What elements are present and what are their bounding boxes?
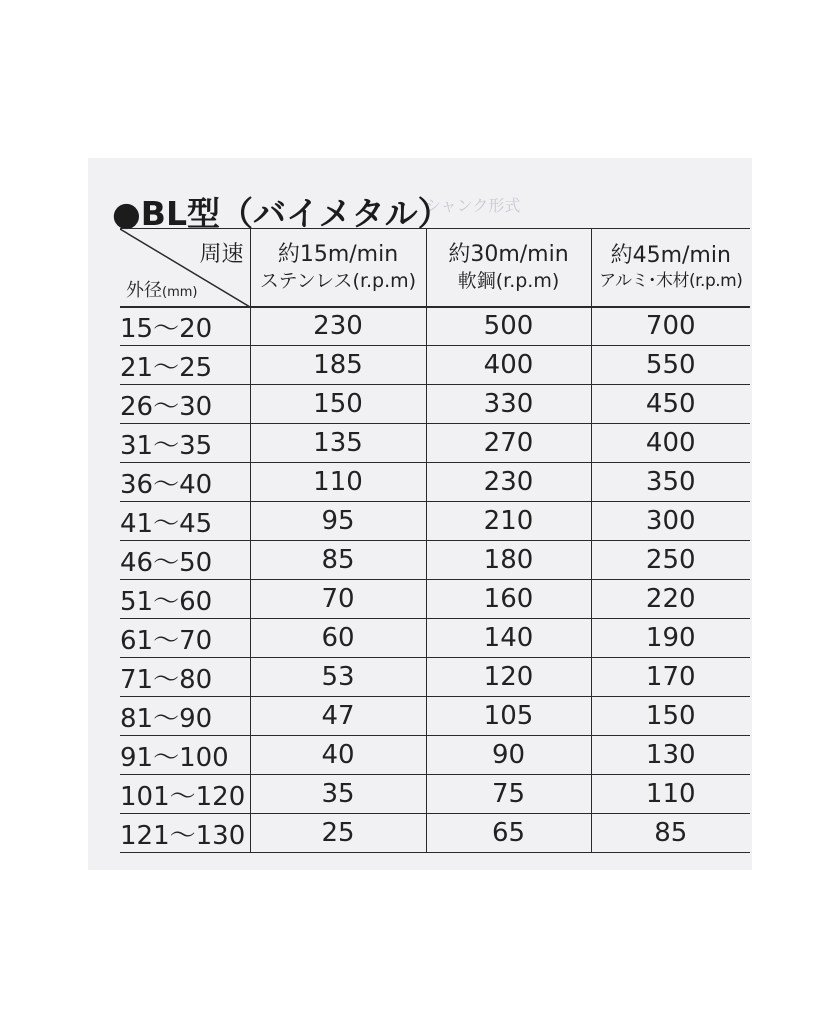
stainless-rpm-cell: 150 [250,385,426,424]
aluminum-wood-rpm-cell: 130 [591,736,750,775]
diameter-cell: 26～30 [120,385,250,424]
aluminum-wood-rpm-cell: 150 [591,697,750,736]
table-row [120,541,750,580]
stainless-rpm-cell: 25 [250,814,426,853]
aluminum-wood-rpm-cell: 300 [591,502,750,541]
aluminum-wood-rpm-cell: 110 [591,775,750,814]
diameter-cell: 46～50 [120,541,250,580]
aluminum-wood-rpm-cell: 400 [591,424,750,463]
table-row [120,463,750,502]
stainless-rpm-cell: 40 [250,736,426,775]
mild-steel-rpm-cell: 160 [426,580,591,619]
table-row [120,736,750,775]
corner-header-cell [120,229,250,307]
mild-steel-rpm-cell: 75 [426,775,591,814]
diameter-cell: 91～100 [120,736,250,775]
table-row [120,697,750,736]
diameter-label: 外径(mm) [126,279,198,301]
diameter-cell: 31～35 [120,424,250,463]
aluminum-wood-rpm-cell: 220 [591,580,750,619]
diameter-cell: 41～45 [120,502,250,541]
table-row [120,814,750,853]
column-header-stainless: 約15m/min ステンレス(r.p.m) [250,229,426,307]
stainless-rpm-cell: 185 [250,346,426,385]
stainless-rpm-cell: 53 [250,658,426,697]
table-row [120,346,750,385]
mild-steel-rpm-cell: 180 [426,541,591,580]
aluminum-wood-rpm-cell: 250 [591,541,750,580]
stainless-rpm-cell: 70 [250,580,426,619]
table-row [120,619,750,658]
column-header-aluminum-wood: 約45m/min アルミ･木材(r.p.m) [591,229,750,307]
diameter-cell: 71～80 [120,658,250,697]
mild-steel-rpm-cell: 140 [426,619,591,658]
diameter-cell: 61～70 [120,619,250,658]
stainless-rpm-cell: 47 [250,697,426,736]
diameter-cell: 101～120 [120,775,250,814]
mild-steel-rpm-cell: 400 [426,346,591,385]
table-row [120,424,750,463]
table-row [120,385,750,424]
stainless-rpm-cell: 230 [250,307,426,346]
stainless-rpm-cell: 95 [250,502,426,541]
mild-steel-rpm-cell: 270 [426,424,591,463]
mild-steel-rpm-cell: 90 [426,736,591,775]
background-ghost-text: シャンク形式 [425,196,521,215]
aluminum-wood-rpm-cell: 550 [591,346,750,385]
diameter-cell: 15～20 [120,307,250,346]
column-header-mild-steel: 約30m/min 軟鋼(r.p.m) [426,229,591,307]
diameter-cell: 81～90 [120,697,250,736]
table-row [120,502,750,541]
mild-steel-rpm-cell: 120 [426,658,591,697]
aluminum-wood-rpm-cell: 170 [591,658,750,697]
aluminum-wood-rpm-cell: 450 [591,385,750,424]
table-header-row [120,229,750,307]
aluminum-wood-rpm-cell: 700 [591,307,750,346]
diameter-cell: 121～130 [120,814,250,853]
diameter-cell: 36～40 [120,463,250,502]
rpm-table [120,228,750,853]
mild-steel-rpm-cell: 105 [426,697,591,736]
mild-steel-rpm-cell: 330 [426,385,591,424]
mild-steel-rpm-cell: 500 [426,307,591,346]
mild-steel-rpm-cell: 210 [426,502,591,541]
stainless-rpm-cell: 135 [250,424,426,463]
section-title: ●BL型（バイメタル） [112,194,451,233]
stainless-rpm-cell: 35 [250,775,426,814]
diameter-cell: 51～60 [120,580,250,619]
mild-steel-rpm-cell: 65 [426,814,591,853]
unit-label: (mm) [162,284,198,300]
diameter-cell: 21～25 [120,346,250,385]
table-row [120,775,750,814]
table-row [120,580,750,619]
speed-label: 周速 [199,242,244,267]
table-row [120,658,750,697]
table-row [120,307,750,346]
mild-steel-rpm-cell: 230 [426,463,591,502]
aluminum-wood-rpm-cell: 85 [591,814,750,853]
stainless-rpm-cell: 60 [250,619,426,658]
stainless-rpm-cell: 85 [250,541,426,580]
stainless-rpm-cell: 110 [250,463,426,502]
aluminum-wood-rpm-cell: 350 [591,463,750,502]
aluminum-wood-rpm-cell: 190 [591,619,750,658]
